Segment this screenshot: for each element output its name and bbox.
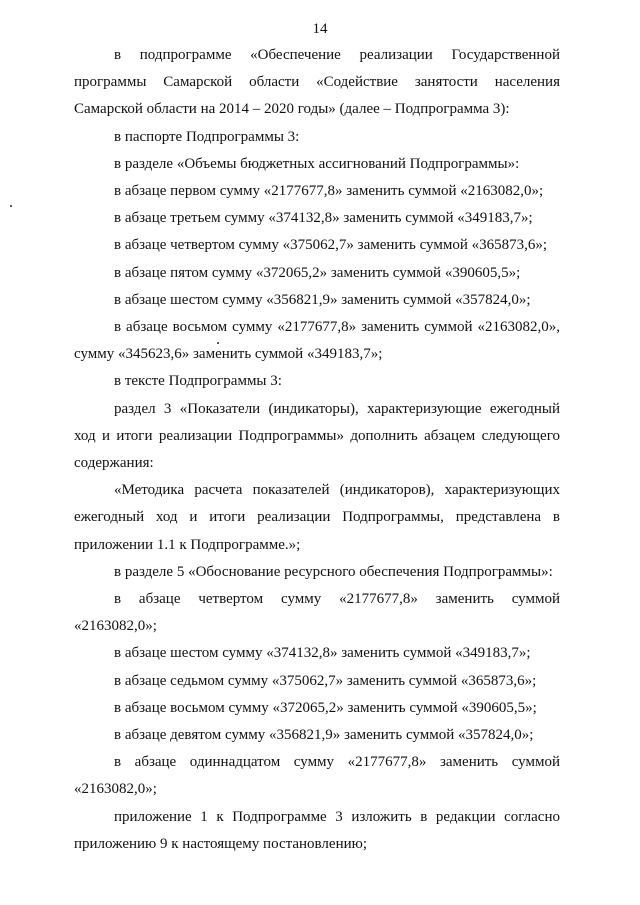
- paragraph-appendix-1: приложение 1 к Подпрограмме 3 изложить в редакции согласно приложению 9 к настоящему постановлению;: [74, 808, 560, 852]
- paragraph-section5-amendment-6: в абзаце шестом сумму «374132,8» заменить суммой «349183,7»;: [114, 645, 531, 662]
- paragraph-section-5: в разделе 5 «Обоснование ресурсного обеспечения Подпрограммы»:: [114, 563, 553, 580]
- paragraph-section-3: раздел 3 «Показатели (индикаторы), характеризующие ежегодный ход и итоги реализации Подпрограммы» дополнить абзацем следующего содержания:: [74, 400, 560, 472]
- paragraph-amendment-3: в абзаце третьем сумму «374132,8» заменить суммой «349183,7»;: [114, 210, 533, 227]
- scan-speck: [217, 342, 219, 344]
- paragraph-text-of-subprogram: в тексте Подпрограммы 3:: [114, 373, 282, 390]
- paragraph-amendment-8: в абзаце восьмом сумму «2177677,8» заменить суммой «2163082,0», сумму «345623,6» заменить суммой «349183,7»;: [74, 319, 560, 363]
- paragraph-section5-amendment-8: в абзаце восьмом сумму «372065,2» заменить суммой «390605,5»;: [114, 699, 537, 716]
- paragraph-passport: в паспорте Подпрограммы 3:: [114, 128, 300, 145]
- paragraph-budget-section: в разделе «Объемы бюджетных ассигнований Подпрограммы»:: [114, 155, 520, 172]
- page-number: 14: [312, 21, 328, 37]
- document-body: [74, 42, 560, 858]
- paragraph-amendment-6: в абзаце шестом сумму «356821,9» заменить суммой «357824,0»;: [114, 291, 531, 308]
- paragraph-section5-amendment-4: в абзаце четвертом сумму «2177677,8» заменить суммой «2163082,0»;: [74, 591, 560, 635]
- paragraph-amendment-4: в абзаце четвертом сумму «375062,7» заменить суммой «365873,6»;: [114, 237, 548, 254]
- paragraph-section5-amendment-9: в абзаце девятом сумму «356821,9» заменить суммой «357824,0»;: [114, 727, 534, 744]
- paragraph-amendment-1: в абзаце первом сумму «2177677,8» заменить суммой «2163082,0»;: [114, 183, 544, 200]
- paragraph-subprogram-intro: в подпрограмме «Обеспечение реализации Государственной программы Самарской области «Содействие занятости населения Самарской области на 2014 – 2020 годы» (далее – Подпрограмма 3):: [74, 47, 560, 118]
- paragraph-methodology-quote: «Методика расчета показателей (индикаторов), характеризующих ежегодный ход и итоги реализации Подпрограммы, представлена в приложении 1.1 к Подпрограмме.»;: [74, 482, 560, 553]
- paragraph-section5-amendment-11: в абзаце одиннадцатом сумму «2177677,8» заменить суммой «2163082,0»;: [74, 754, 560, 798]
- paragraph-section5-amendment-7: в абзаце седьмом сумму «375062,7» заменить суммой «365873,6»;: [114, 672, 537, 689]
- paragraph-amendment-5: в абзаце пятом сумму «372065,2» заменить суммой «390605,5»;: [114, 264, 521, 281]
- scan-speck: [10, 205, 12, 207]
